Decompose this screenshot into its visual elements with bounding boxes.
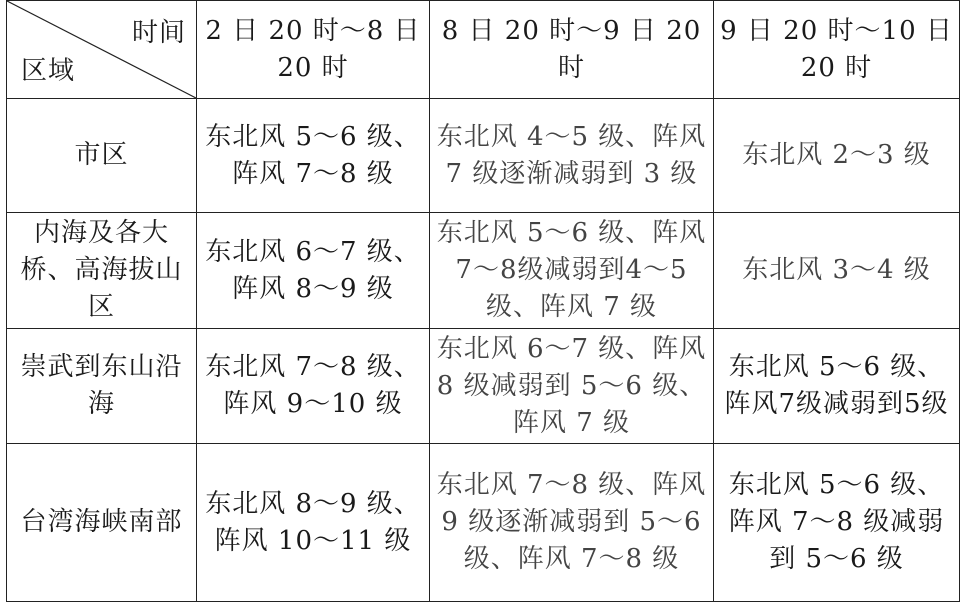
forecast-cell: 东北风 2～3 级 [714,99,960,213]
column-header: 9 日 20 时～10 日 20 时 [714,1,960,99]
forecast-cell: 东北风 5～6 级、阵风 7～8 级减弱到 5～6 级 [714,444,960,602]
table-row [7,99,960,213]
column-header: 2 日 20 时～8 日 20 时 [197,1,430,99]
corner-time-label: 时间 [131,18,186,48]
column-header: 8 日 20 时～9 日 20 时 [430,1,714,99]
table-row [7,444,960,602]
forecast-cell: 东北风 3～4 级 [714,213,960,329]
corner-header-cell [7,1,197,99]
forecast-cell: 东北风 7～8 级、阵风 9 级逐渐减弱到 5～6 级、阵风 7～8 级 [430,444,714,602]
wind-forecast-table [6,0,960,602]
header-row [7,1,960,99]
forecast-cell: 东北风 5～6 级、阵风7级减弱到5级 [714,329,960,444]
corner-region-label: 区域 [21,56,76,86]
forecast-cell: 东北风 5～6 级、阵风7～8级减弱到4～5 级、阵风 7 级 [430,213,714,329]
table-row [7,329,960,444]
forecast-cell: 东北风 6～7 级、阵风 8 级减弱到 5～6 级、阵风 7 级 [430,329,714,444]
forecast-cell: 东北风 4～5 级、阵风 7 级逐渐减弱到 3 级 [430,99,714,213]
forecast-cell: 东北风 6～7 级、阵风 8～9 级 [197,213,430,329]
region-cell: 台湾海峡南部 [7,444,197,602]
table-row [7,213,960,329]
forecast-cell: 东北风 5～6 级、阵风 7～8 级 [197,99,430,213]
region-cell: 内海及各大桥、高海拔山区 [7,213,197,329]
forecast-cell: 东北风 8～9 级、阵风 10～11 级 [197,444,430,602]
forecast-cell: 东北风 7～8 级、阵风 9～10 级 [197,329,430,444]
region-cell: 崇武到东山沿海 [7,329,197,444]
region-cell: 市区 [7,99,197,213]
